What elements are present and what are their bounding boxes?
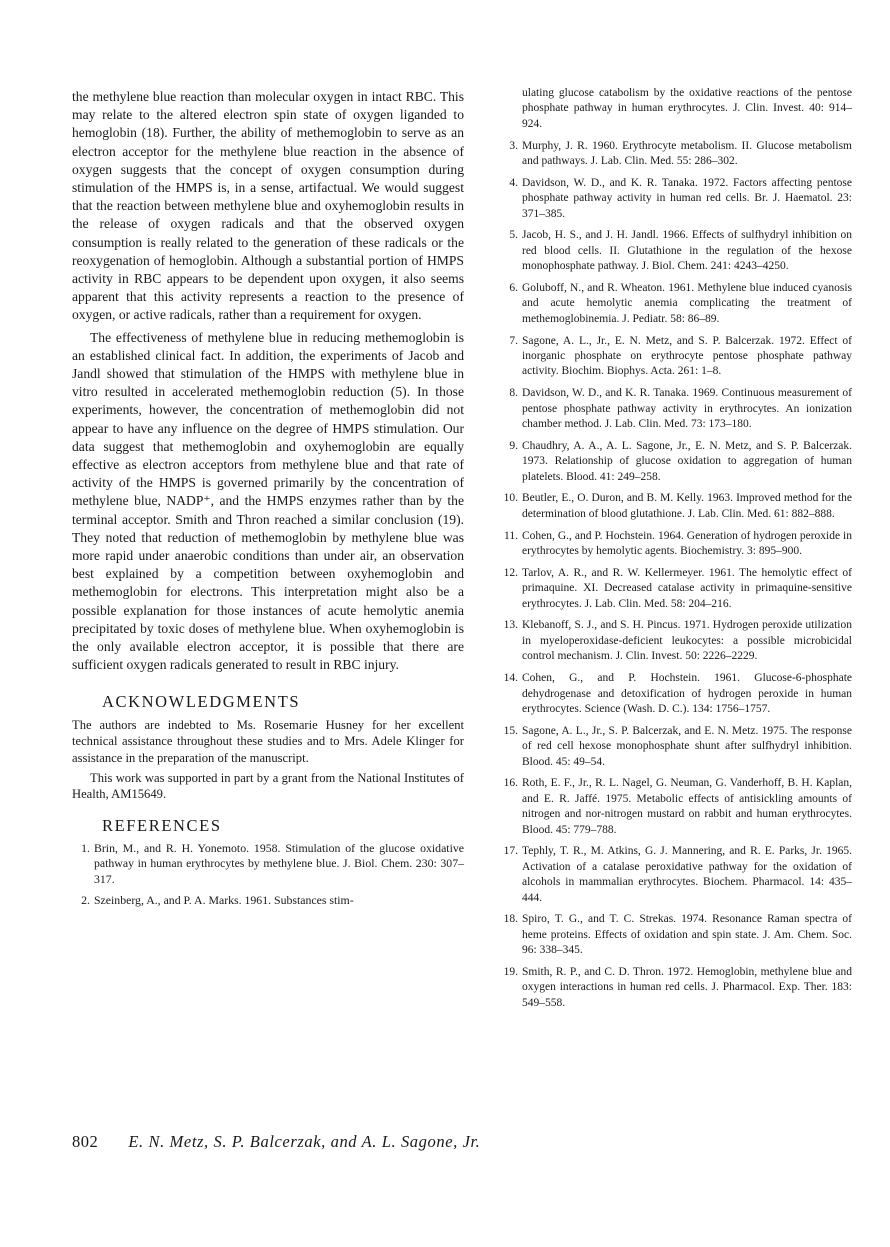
body-paragraph: the methylene blue reaction than molecular oxygen in intact RBC. This may relate to the altered electron spin state of oxygen liganded to hemoglobin (18). Further, the ability of methemoglobin to serve as an electron acceptor for the methylene blue reaction in the absence of oxygen suggests that the concept of oxygen consumption during stimulation of the HMPS is, in a sense, artifactual. We would suggest that the reaction between methylene blue and oxyhemoglobin results in the release of oxygen radicals and that the observed oxygen consumption is really related to the generation of these radicals or the reoxygenation of hemoglobin. Although a substantial portion of HMPS activity in RBC appears to be dependent upon oxygen, it also seems apparent that this activity represents a reaction to the presence of oxygen, or active radicals, rather than a requirement for oxygen. [72, 89, 464, 323]
reference-item: 7. Sagone, A. L., Jr., E. N. Metz, and S. P. Balcerzak. 1972. Effect of inorganic phosphate on erythrocyte pentose phosphate pathway activity. Biochim. Biophys. Acta. 261: 1–8. [509, 334, 852, 378]
reference-item: 10. Beutler, E., O. Duron, and B. M. Kelly. 1963. Improved method for the determination of blood glutathione. J. Lab. Clin. Med. 61: 882–888. [503, 492, 852, 520]
reference-item: 3. Murphy, J. R. 1960. Erythrocyte metabolism. II. Glucose metabolism and pathways. J. Lab. Clin. Med. 55: 286–302. [509, 139, 852, 168]
page-number: 802 [72, 1132, 99, 1151]
reference-item: 13. Klebanoff, S. J., and S. H. Pincus. 1971. Hydrogen peroxide utilization in myeloperoxidase-deficient leukocytes: a possible microbicidal control mechanism. J. Clin. Invest. 50: 2226–2229. [503, 619, 852, 663]
reference-list-left [72, 841, 464, 909]
acknowledgments-heading: ACKNOWLEDGMENTS [102, 691, 301, 711]
reference-item: 12. Tarlov, A. R., and R. W. Kellermeyer. 1961. The hemolytic effect of primaquine. XI. Decreased catalase activity in primaquine-sensitive erythrocytes. J. Lab. Clin. Med. 58: 204–216. [503, 566, 852, 610]
reference-item: 17. Tephly, T. R., M. Atkins, G. J. Mannering, and R. E. Parks, Jr. 1965. Activation of a catalase peroxidative pathway for the oxidation of alcohols in mammalian erythrocytes. Biochem. Pharmacol. 14: 435–444. [503, 845, 852, 904]
reference-item: 5. Jacob, H. S., and J. H. Jandl. 1966. Effects of sulfhydryl inhibition on red blood cells. II. Glutathione in the regulation of the hexose monophosphate pathway. J. Biol. Chem. 241: 4243–4250. [509, 229, 852, 273]
reference-item: 2. Szeinberg, A., and P. A. Marks. 1961. Substances stim- [81, 893, 354, 908]
reference-item: 18. Spiro, T. G., and T. C. Strekas. 1974. Resonance Raman spectra of heme proteins. Effects of oxidation and spin state. J. Am. Chem. Soc. 96: 338–345. [503, 913, 852, 957]
reference-item: 15. Sagone, A. L., Jr., S. P. Balcerzak, and E. N. Metz. 1975. The response of red cell hexose monophosphate shunt after sulfhydryl inhibition. Blood. 45: 49–54. [503, 724, 852, 768]
reference-item: 9. Chaudhry, A. A., A. L. Sagone, Jr., E. N. Metz, and S. P. Balcerzak. 1973. Relationship of glucose oxidation to aggregation of human platelets. Blood. 41: 249–258. [509, 439, 852, 483]
page-footer [72, 1132, 480, 1152]
right-column [500, 86, 852, 1018]
reference-item: 8. Davidson, W. D., and K. R. Tanaka. 1969. Continuous measurement of pentose phosphate pathway activity in erythrocytes. An ionization chamber method. J. Lab. Clin. Med. 73: 173–180. [509, 387, 852, 431]
reference-item: 16. Roth, E. F., Jr., R. L. Nagel, G. Neuman, G. Vanderhoff, B. H. Kaplan, and E. R. Jaffé. 1975. Metabolic effects of antisickling amounts of nitrogen and nor-nitrogen mustard on rabbit and human erythrocytes. Blood. 45: 779–788. [503, 777, 852, 836]
reference-item: ulating glucose catabolism by the oxidative reactions of the pentose phosphate pathway in human erythrocytes. J. Clin. Invest. 40: 914–924. [522, 87, 852, 130]
reference-item: 6. Goluboff, N., and R. Wheaton. 1961. Methylene blue induced cyanosis and acute hemolytic anemia complicating the treatment of methemoglobinemia. J. Pediatr. 58: 86–89. [509, 282, 852, 325]
references-heading: REFERENCES [102, 815, 222, 835]
funding-text: This work was supported in part by a grant from the National Institutes of Health, AM15649. [72, 770, 464, 802]
reference-item: 14. Cohen, G., and P. Hochstein. 1961. Glucose-6-phosphate dehydrogenase and detoxification of hydrogen peroxide in human erythrocytes. Science (Wash. D. C.). 134: 1756–1757. [503, 672, 852, 715]
reference-item: 4. Davidson, W. D., and K. R. Tanaka. 1972. Factors affecting pentose phosphate pathway activity in human red cells. Br. J. Haematol. 23: 371–385. [509, 176, 852, 220]
acknowledgments-text: The authors are indebted to Ms. Rosemarie Husney for her excellent technical assistance throughout these studies and to Mrs. Adele Klinger for assistance in the preparation of the manuscript. [72, 717, 464, 765]
running-authors: E. N. Metz, S. P. Balcerzak, and A. L. Sagone, Jr. [128, 1132, 481, 1151]
reference-item: 19. Smith, R. P., and C. D. Thron. 1972. Hemoglobin, methylene blue and oxygen interactions in human red cells. J. Pharmacol. Exp. Ther. 183: 549–558. [503, 965, 852, 1009]
reference-list-right [500, 86, 852, 1011]
reference-item: 1. Brin, M., and R. H. Yonemoto. 1958. Stimulation of the glucose oxidative pathway in human erythrocytes by methylene blue. J. Biol. Chem. 230: 307–317. [81, 840, 464, 886]
reference-item: 11. Cohen, G., and P. Hochstein. 1964. Generation of hydrogen peroxide in erythrocytes by hemolytic agents. Biochemistry. 3: 895–900. [504, 529, 852, 558]
body-paragraph: The effectiveness of methylene blue in reducing methemoglobin is an established clinical fact. In addition, the experiments of Jacob and Jandl showed that stimulation of the HMPS with methylene blue in vitro resulted in accelerated methemoglobin reduction (5). In those experiments, however, the concentration of methemoglobin did not appear to have any influence on the degree of HMPS stimulation. Our data suggest that methemoglobin and oxyhemoglobin are equally effective as electron acceptors from methylene blue and that rate of activity of the HMPS is governed primarily by the concentration of methylene blue, NADP⁺, and the HMPS enzymes rather than by the terminal acceptor. Smith and Thron reached a similar conclusion (19). They noted that reduction of methemoglobin by methylene blue was more rapid under anaerobic conditions than under air, an observation best explained by a competition between oxyhemoglobin and methemoglobin for electrons. This interpretation might also be a possible explanation for those instances of acute hemolytic anemia precipitated by toxic doses of methylene blue. When oxyhemoglobin is the only available electron acceptor, it is possible that there are sufficient oxygen radicals generated to result in RBC injury. [72, 329, 464, 673]
left-column [72, 88, 464, 915]
